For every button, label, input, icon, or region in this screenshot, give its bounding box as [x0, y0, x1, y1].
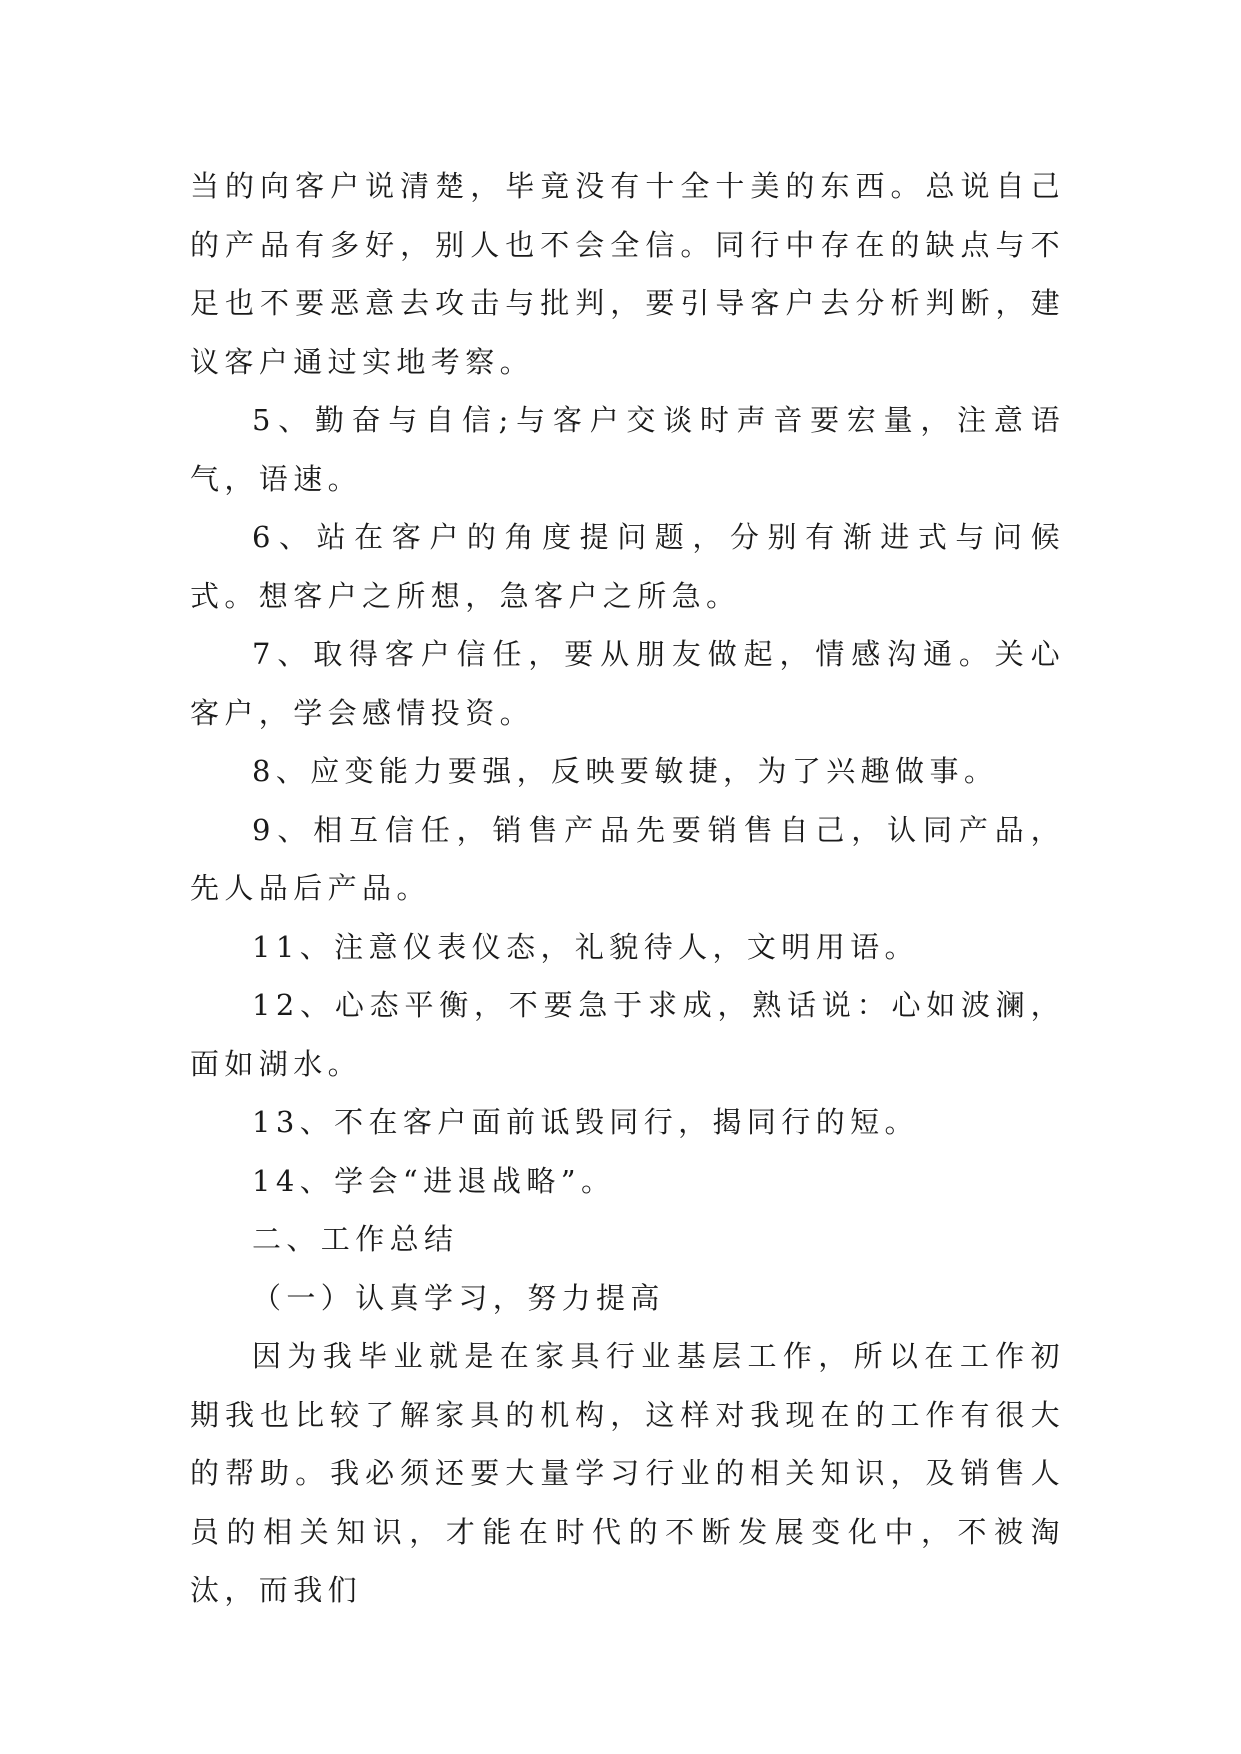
subsection-heading-study: （一）认真学习，努力提高	[252, 1280, 665, 1315]
paragraph-item-11: 11、注意仪表仪态，礼貌待人，文明用语。	[252, 929, 919, 964]
paragraph-item-6: 6、站在客户的角度提问题，分别有渐进式与问候式。想客户之所想，急客户之所急。	[190, 520, 1065, 613]
paragraph-item-7: 7、取得客户信任，要从朋友做起，情感沟通。关心客户，学会感情投资。	[190, 637, 1065, 730]
document-body	[190, 157, 1065, 1620]
paragraph-item-8: 8、应变能力要强，反映要敏捷，为了兴趣做事。	[252, 754, 999, 788]
section-heading-work-summary: 二、工作总结	[252, 1222, 459, 1256]
paragraph-study-body: 因为我毕业就是在家具行业基层工作，所以在工作初期我也比较了解家具的机构，这样对我现在的工作有很大的帮助。我必须还要大量学习行业的相关知识，及销售人员的相关知识，才能在时代的不断发展变化中，不被淘汰，而我们	[190, 1339, 1065, 1607]
paragraph-continuation: 当的向客户说清楚，毕竟没有十全十美的东西。总说自己的产品有多好，别人也不会全信。同行中存在的缺点与不足也不要恶意去攻击与批判，要引导客户去分析判断，建议客户通过实地考察。	[190, 169, 1065, 379]
paragraph-item-13: 13、不在客户面前诋毁同行，揭同行的短。	[252, 1105, 919, 1139]
paragraph-item-12: 12、心态平衡，不要急于求成，熟话说：心如波澜，面如湖水。	[190, 988, 1065, 1081]
paragraph-item-9: 9、相互信任，销售产品先要销售自己，认同产品，先人品后产品。	[190, 812, 1065, 905]
paragraph-item-5: 5、勤奋与自信;与客户交谈时声音要宏量，注意语气，语速。	[190, 403, 1065, 496]
paragraph-item-14: 14、学会“进退战略”。	[252, 1163, 616, 1198]
